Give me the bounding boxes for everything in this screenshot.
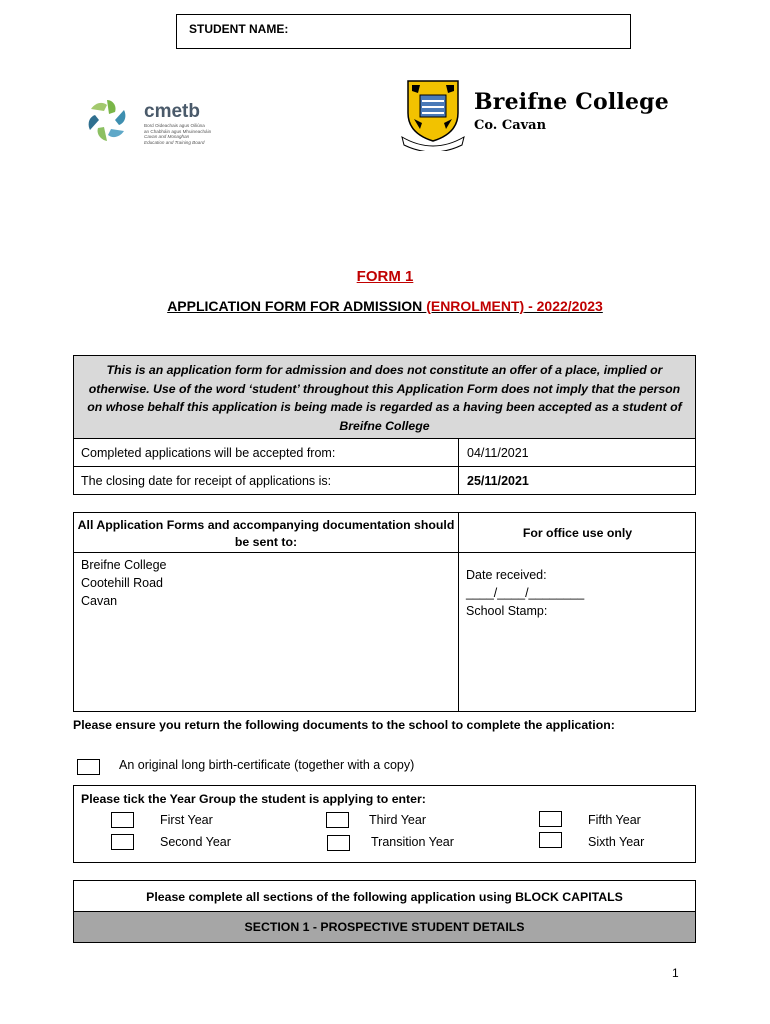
- third-year-checkbox[interactable]: [326, 812, 349, 828]
- college-location: Co. Cavan: [474, 118, 547, 133]
- page-number: 1: [672, 966, 679, 980]
- cmetb-swirl-icon: [82, 95, 142, 145]
- cmetb-subtitle: Bord Oideachais agus Oiliúna an Chabháin agus Mhuineacháin Cavan and Monaghan Education and Training Board: [144, 123, 212, 145]
- open-date-value: 04/11/2021: [467, 446, 529, 460]
- office-use-fields: [466, 566, 584, 620]
- second-year-label: Second Year: [160, 835, 231, 849]
- office-use-heading: For office use only: [522, 526, 633, 540]
- school-stamp-label: School Stamp:: [466, 604, 548, 618]
- cmetb-logo: [82, 95, 242, 150]
- postal-address: Breifne College Cootehill Road Cavan: [81, 558, 167, 608]
- transition-year-checkbox[interactable]: [327, 835, 350, 851]
- intro-table: [73, 355, 696, 495]
- first-year-label: First Year: [160, 813, 213, 827]
- birth-certificate-label: An original long birth-certificate (together with a copy): [119, 758, 415, 772]
- sixth-year-checkbox[interactable]: [539, 832, 562, 848]
- cmetb-wordmark: cmetb: [144, 101, 200, 122]
- year-group-heading: Please tick the Year Group the student is applying to enter:: [81, 792, 426, 806]
- form-number: FORM 1: [356, 268, 414, 285]
- return-documents-instruction: Please ensure you return the following documents to the school to complete the application:: [73, 718, 615, 732]
- second-year-checkbox[interactable]: [111, 834, 134, 850]
- first-year-checkbox[interactable]: [111, 812, 134, 828]
- close-date-label: The closing date for receipt of applications is:: [81, 474, 332, 488]
- fifth-year-checkbox[interactable]: [539, 811, 562, 827]
- close-date-row: [74, 467, 695, 495]
- student-name-field[interactable]: [176, 14, 631, 49]
- birth-certificate-checkbox[interactable]: [77, 759, 100, 775]
- block-capitals-instruction: Please complete all sections of the following application using BLOCK CAPITALS: [74, 881, 695, 912]
- college-crest-icon: [400, 77, 466, 151]
- transition-year-label: Transition Year: [371, 835, 454, 849]
- college-name: Breifne College: [474, 89, 669, 115]
- open-date-label: Completed applications will be accepted from:: [81, 446, 336, 460]
- admission-notice: This is an application form for admission and does not constitute an offer of a place, implied or otherwise. Use of the word ‘student’ throughout this Application Form does not imply that the person on whose behalf this application is being made is regarded as a having been accepted as a student of Breifne College: [74, 356, 695, 439]
- third-year-label: Third Year: [369, 813, 426, 827]
- open-date-row: [74, 439, 695, 467]
- address-heading: All Application Forms and accompanying documentation should be sent to:: [77, 518, 455, 549]
- date-received-label: Date received:: [466, 568, 547, 582]
- sixth-year-label: Sixth Year: [588, 835, 645, 849]
- address-table: [73, 512, 696, 712]
- section-header-table: [73, 880, 696, 943]
- close-date-value: 25/11/2021: [467, 474, 529, 488]
- form-title: APPLICATION FORM FOR ADMISSION (ENROLMENT) - 2022/2023: [167, 298, 603, 314]
- date-received-blank[interactable]: ____/____/________: [466, 586, 585, 600]
- year-group-table: [73, 785, 696, 863]
- fifth-year-label: Fifth Year: [588, 813, 641, 827]
- section-1-title: SECTION 1 - PROSPECTIVE STUDENT DETAILS: [74, 912, 695, 942]
- student-name-label: STUDENT NAME:: [189, 22, 289, 36]
